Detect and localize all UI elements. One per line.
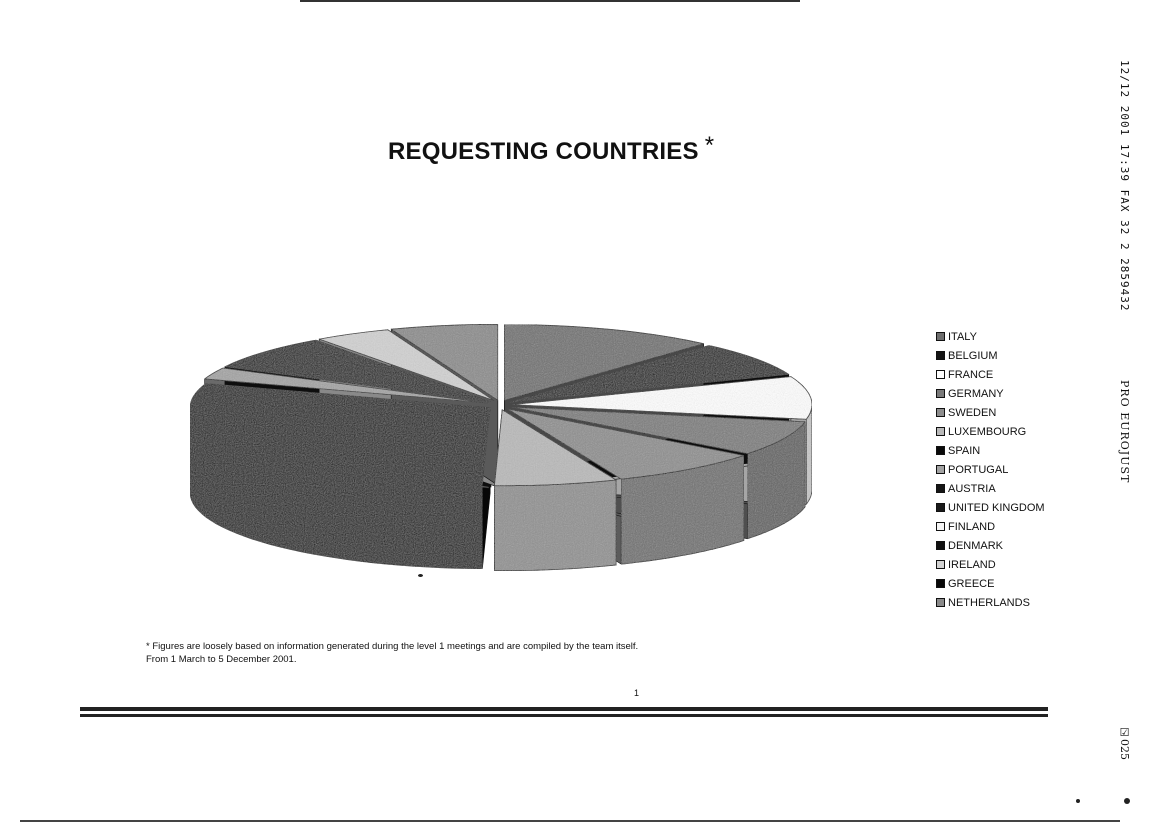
footnote-line-1: * Figures are loosely based on information generated during the level 1 meetings and are compiled by the team itself. [146,641,639,652]
legend-swatch-netherlands [936,598,945,607]
legend-label-belgium: BELGIUM [948,349,998,362]
top-scan-rule [300,0,800,2]
legend-item-denmark [936,536,1096,555]
footnote-line-2: From 1 March to 5 December 2001. [146,654,297,665]
chart-legend [936,327,1096,612]
legend-label-france: FRANCE [948,368,994,381]
legend-swatch-united-kingdom [936,503,945,512]
legend-label-germany: GERMANY [948,387,1004,400]
legend-item-portugal [936,460,1096,479]
legend-swatch-denmark [936,541,945,550]
scan-speck [418,574,423,577]
legend-swatch-greece [936,579,945,588]
legend-swatch-france [936,370,945,379]
legend-label-greece: GREECE [948,577,995,590]
fax-page-number: ☑025 [1118,726,1131,760]
legend-item-netherlands [936,593,1096,612]
legend-swatch-austria [936,484,945,493]
legend-item-france [936,365,1096,384]
scan-speck [1076,799,1080,803]
bottom-rule [80,707,1048,711]
legend-label-austria: AUSTRIA [948,482,996,495]
legend-label-luxembourg: LUXEMBOURG [948,425,1027,438]
legend-label-ireland: IRELAND [948,558,996,571]
legend-label-spain: SPAIN [948,444,981,457]
fax-sender: PRO EUROJUST [1118,380,1131,484]
fax-header: 12/12 2001 17:39 FAX 32 2 2859432 [1118,60,1131,312]
legend-item-italy [936,327,1096,346]
chart-title [388,132,715,166]
page-number: 1 [634,688,640,698]
bottom-rule-thick [80,714,1048,717]
legend-item-greece [936,574,1096,593]
legend-item-sweden [936,403,1096,422]
pie-top-faces [190,324,812,485]
pie-chart [180,310,840,600]
title-asterisk: * [704,132,715,159]
legend-item-ireland [936,555,1096,574]
legend-swatch-belgium [936,351,945,360]
legend-swatch-italy [936,332,945,341]
legend-swatch-ireland [936,560,945,569]
legend-swatch-portugal [936,465,945,474]
footnote [146,640,638,666]
legend-swatch-finland [936,522,945,531]
legend-label-italy: ITALY [948,330,977,343]
legend-label-portugal: PORTUGAL [948,463,1009,476]
legend-swatch-luxembourg [936,427,945,436]
legend-swatch-sweden [936,408,945,417]
scan-speck [1124,798,1130,804]
legend-label-sweden: SWEDEN [948,406,997,419]
legend-label-netherlands: NETHERLANDS [948,596,1030,609]
legend-item-finland [936,517,1096,536]
legend-label-united-kingdom: UNITED KINGDOM [948,501,1045,514]
legend-item-germany [936,384,1096,403]
chart-title-text: REQUESTING COUNTRIES [388,138,699,165]
legend-label-finland: FINLAND [948,520,996,533]
legend-item-luxembourg [936,422,1096,441]
legend-item-belgium [936,346,1096,365]
legend-item-spain [936,441,1096,460]
legend-swatch-germany [936,389,945,398]
pie-wall-luxembourg [494,480,616,571]
legend-swatch-spain [936,446,945,455]
legend-item-austria [936,479,1096,498]
legend-item-united-kingdom [936,498,1096,517]
page-bottom-line [20,820,1120,822]
legend-label-denmark: DENMARK [948,539,1004,552]
